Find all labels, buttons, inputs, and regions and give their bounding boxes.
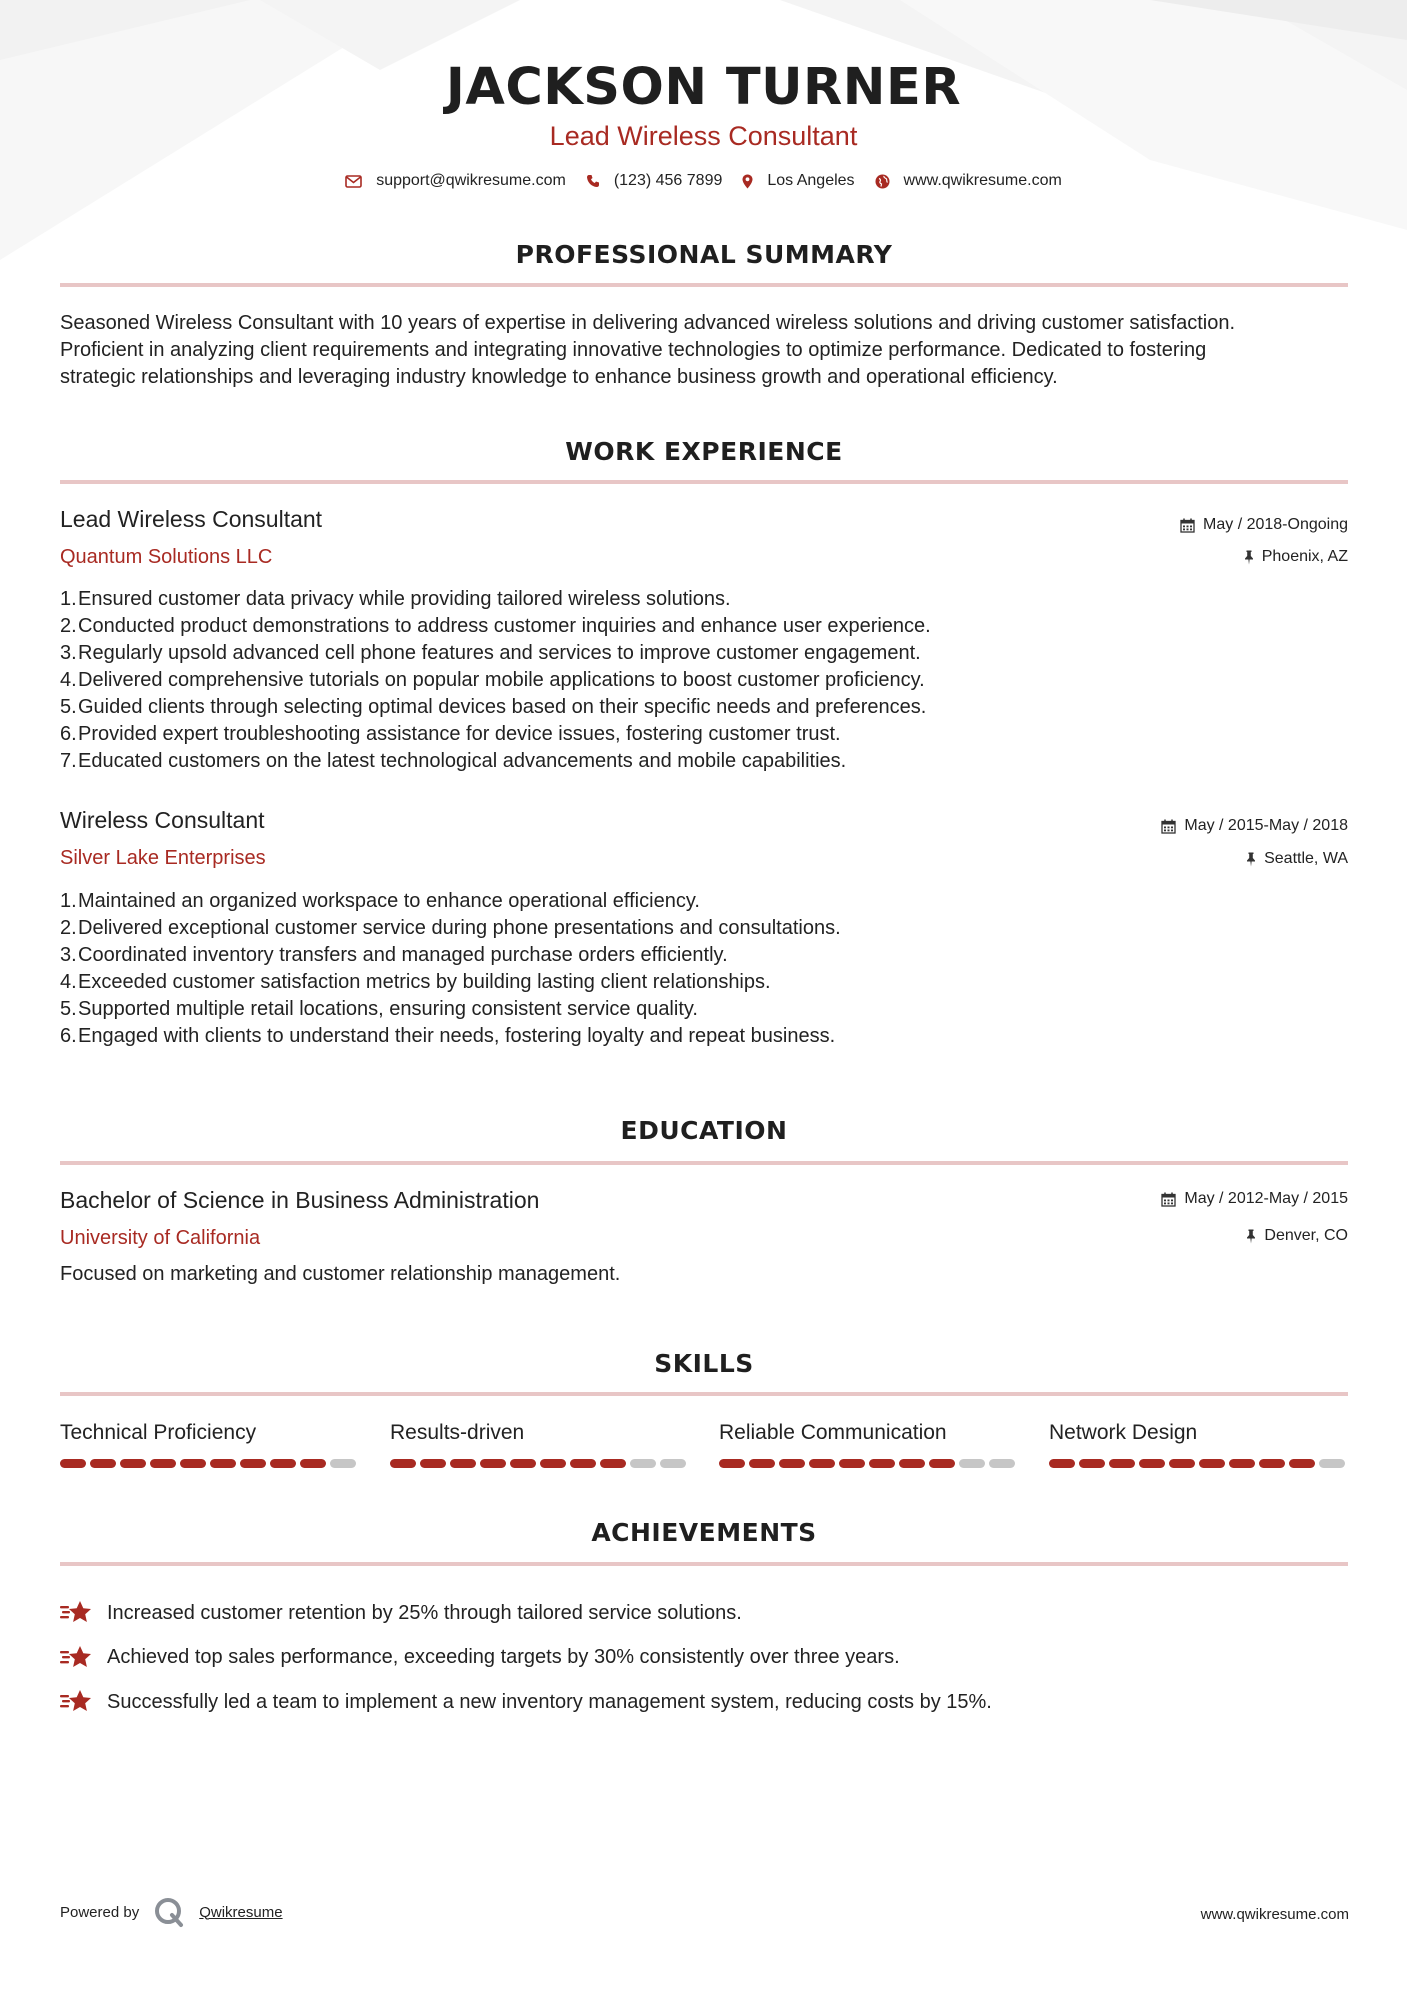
list-item: 7. Educated customers on the latest technological advancements and mobile capabilities. — [60, 748, 931, 775]
skill-name: Reliable Communication — [719, 1421, 947, 1444]
qwikresume-logo-icon — [153, 1896, 185, 1928]
achievement-text: Successfully led a team to implement a new inventory management system, reducing costs by 15%. — [107, 1690, 992, 1713]
list-item: 6. Engaged with clients to understand their needs, fostering loyalty and repeat business. — [60, 1023, 841, 1050]
phone-text: (123) 456 7899 — [613, 172, 723, 189]
skill-segment — [809, 1459, 835, 1468]
skill-segment — [600, 1459, 626, 1468]
map-pin-icon — [742, 174, 753, 189]
location-text: Phoenix, AZ — [1261, 548, 1348, 565]
calendar-icon — [1161, 819, 1176, 834]
bullet-text: Provided expert troubleshooting assistance for device issues, fostering customer trust. — [78, 723, 841, 745]
phone-icon — [586, 174, 600, 188]
skill-item — [719, 1421, 1019, 1445]
list-item: 2. Conducted product demonstrations to address customer inquiries and enhance user experience. — [60, 613, 931, 640]
calendar-icon — [1180, 518, 1195, 533]
skill-segment — [240, 1459, 266, 1468]
experience-date — [1161, 817, 1348, 835]
list-item: 5. Guided clients through selecting optimal devices based on their specific needs and preferences. — [60, 694, 931, 721]
contact-website[interactable] — [875, 172, 1062, 190]
skill-segment — [150, 1459, 176, 1468]
skill-segment — [1109, 1459, 1135, 1468]
skill-level-bar — [719, 1459, 1015, 1468]
bullet-text: Conducted product demonstrations to address customer inquiries and enhance user experience. — [78, 615, 931, 637]
list-item: 5. Supported multiple retail locations, ensuring consistent service quality. — [60, 996, 841, 1023]
list-item: 1. Maintained an organized workspace to enhance operational efficiency. — [60, 888, 841, 915]
skill-item — [1049, 1421, 1349, 1445]
skill-segment — [869, 1459, 895, 1468]
skill-segment — [1319, 1459, 1345, 1468]
brand-link[interactable]: Qwikresume — [199, 1903, 283, 1921]
skill-item — [60, 1421, 360, 1445]
education-date — [1161, 1190, 1348, 1208]
skill-name: Results-driven — [390, 1421, 525, 1444]
skill-segment — [779, 1459, 805, 1468]
summary-text — [60, 310, 1350, 391]
bullet-text: Supported multiple retail locations, ensuring consistent service quality. — [78, 998, 698, 1020]
footer-powered-by — [60, 1896, 283, 1928]
section-title-achievements: ACHIEVEMENTS — [591, 1518, 817, 1547]
achievements-list — [60, 1591, 1350, 1725]
experience-bullets — [60, 586, 931, 775]
skill-segment — [330, 1459, 356, 1468]
section-title-education: EDUCATION — [620, 1116, 788, 1145]
skill-segment — [1199, 1459, 1225, 1468]
bullet-text: Exceeded customer satisfaction metrics by building lasting client relationships. — [78, 971, 771, 993]
skill-level-bar — [1049, 1459, 1345, 1468]
skill-segment — [1229, 1459, 1255, 1468]
contact-email[interactable] — [345, 172, 566, 190]
list-item: 2. Delivered exceptional customer service during phone presentations and consultations. — [60, 915, 841, 942]
skill-segment — [1289, 1459, 1315, 1468]
achievement-text: Increased customer retention by 25% through tailored service solutions. — [107, 1601, 742, 1624]
section-divider — [60, 283, 1348, 287]
star-icon — [60, 1689, 93, 1715]
powered-by-label: Powered by — [60, 1903, 140, 1921]
location-text: Denver, CO — [1264, 1227, 1348, 1244]
education-degree: Bachelor of Science in Business Administration — [60, 1187, 540, 1213]
skill-segment — [390, 1459, 416, 1468]
experience-role: Lead Wireless Consultant — [60, 506, 323, 532]
skill-segment — [660, 1459, 686, 1468]
contact-bar — [0, 172, 1407, 190]
list-item — [60, 1680, 1350, 1725]
list-item: 6. Provided expert troubleshooting assistance for device issues, fostering customer trust. — [60, 721, 931, 748]
education-description: Focused on marketing and customer relationship management. — [60, 1263, 621, 1285]
list-item: 4. Exceeded customer satisfaction metrics by building lasting client relationships. — [60, 969, 841, 996]
skill-segment — [1079, 1459, 1105, 1468]
skill-segment — [959, 1459, 985, 1468]
list-item: 4. Delivered comprehensive tutorials on popular mobile applications to boost customer proficiency. — [60, 667, 931, 694]
skill-segment — [180, 1459, 206, 1468]
skill-name: Network Design — [1049, 1421, 1198, 1444]
summary-line: Seasoned Wireless Consultant with 10 years of expertise in delivering advanced wireless solutions and driving customer satisfaction. — [60, 312, 1236, 334]
experience-bullets — [60, 888, 841, 1050]
skill-segment — [120, 1459, 146, 1468]
skill-item — [390, 1421, 690, 1445]
list-item — [60, 1591, 1350, 1636]
bullet-text: Maintained an organized workspace to enhance operational efficiency. — [78, 890, 700, 912]
star-icon — [60, 1600, 93, 1626]
skill-segment — [450, 1459, 476, 1468]
bullet-text: Engaged with clients to understand their needs, fostering loyalty and repeat business. — [78, 1025, 836, 1047]
bullet-text: Ensured customer data privacy while providing tailored wireless solutions. — [78, 588, 731, 610]
calendar-icon — [1161, 1192, 1176, 1207]
website-text: www.qwikresume.com — [903, 172, 1062, 189]
date-text: May / 2012-May / 2015 — [1184, 1190, 1348, 1207]
skill-segment — [1259, 1459, 1285, 1468]
education-entry — [60, 1187, 1348, 1297]
summary-line: strategic relationships and leveraging industry knowledge to enhance business growth and operational efficiency. — [60, 366, 1058, 388]
candidate-title: Lead Wireless Consultant — [549, 121, 858, 151]
skill-segment — [719, 1459, 745, 1468]
bullet-text: Regularly upsold advanced cell phone features and services to improve customer engagement. — [78, 642, 921, 664]
section-title-skills: SKILLS — [654, 1349, 754, 1378]
section-title-experience: WORK EXPERIENCE — [565, 437, 843, 466]
section-divider — [60, 1392, 1348, 1396]
candidate-name: JACKSON TURNER — [445, 58, 962, 117]
bullet-text: Guided clients through selecting optimal devices based on their specific needs and preferences. — [78, 696, 927, 718]
location-text: Seattle, WA — [1264, 850, 1348, 867]
skill-segment — [929, 1459, 955, 1468]
bullet-text: Educated customers on the latest technological advancements and mobile capabilities. — [78, 750, 847, 772]
experience-entry — [60, 807, 1348, 1057]
skill-level-bar — [390, 1459, 686, 1468]
contact-location — [742, 172, 854, 190]
section-divider — [60, 1562, 1348, 1566]
skill-segment — [210, 1459, 236, 1468]
bullet-text: Delivered exceptional customer service during phone presentations and consultations. — [78, 917, 841, 939]
section-title-summary: PROFESSIONAL SUMMARY — [515, 240, 893, 269]
email-text: support@qwikresume.com — [376, 172, 566, 189]
pushpin-icon — [1244, 550, 1254, 565]
bullet-text: Delivered comprehensive tutorials on popular mobile applications to boost customer proficiency. — [78, 669, 925, 691]
skill-segment — [270, 1459, 296, 1468]
footer-website[interactable]: www.qwikresume.com — [1200, 1906, 1349, 1923]
section-divider — [60, 480, 1348, 484]
skill-segment — [570, 1459, 596, 1468]
skill-segment — [540, 1459, 566, 1468]
list-item: 3. Regularly upsold advanced cell phone features and services to improve customer engagement. — [60, 640, 931, 667]
experience-location — [1244, 548, 1348, 566]
experience-entry — [60, 506, 1348, 776]
pushpin-icon — [1246, 1229, 1256, 1244]
pushpin-icon — [1246, 852, 1256, 867]
location-text: Los Angeles — [767, 172, 855, 189]
skill-level-bar — [60, 1459, 356, 1468]
section-divider — [60, 1161, 1348, 1165]
summary-line: Proficient in analyzing client requirements and integrating innovative technologies to optimize performance. Dedicated to fostering — [60, 339, 1207, 361]
skill-segment — [480, 1459, 506, 1468]
skill-name: Technical Proficiency — [60, 1421, 257, 1444]
skill-segment — [1139, 1459, 1165, 1468]
experience-date — [1180, 516, 1348, 534]
skill-segment — [839, 1459, 865, 1468]
skills-list — [60, 1421, 1350, 1471]
date-text: May / 2018-Ongoing — [1203, 516, 1348, 533]
skill-segment — [1049, 1459, 1075, 1468]
skill-segment — [60, 1459, 86, 1468]
star-icon — [60, 1645, 93, 1671]
contact-phone[interactable] — [586, 172, 723, 190]
skill-segment — [989, 1459, 1015, 1468]
list-item: 3. Coordinated inventory transfers and managed purchase orders efficiently. — [60, 942, 841, 969]
experience-role: Wireless Consultant — [60, 807, 265, 833]
education-location — [1246, 1227, 1348, 1245]
envelope-icon — [345, 175, 362, 188]
skill-segment — [300, 1459, 326, 1468]
globe-icon — [875, 174, 890, 189]
skill-segment — [749, 1459, 775, 1468]
skill-segment — [90, 1459, 116, 1468]
experience-company: Silver Lake Enterprises — [60, 847, 266, 869]
skill-segment — [1169, 1459, 1195, 1468]
date-text: May / 2015-May / 2018 — [1184, 817, 1348, 834]
experience-location — [1246, 850, 1348, 868]
list-item — [60, 1636, 1350, 1681]
list-item: 1. Ensured customer data privacy while providing tailored wireless solutions. — [60, 586, 931, 613]
education-school: University of California — [60, 1227, 261, 1249]
bullet-text: Coordinated inventory transfers and managed purchase orders efficiently. — [78, 944, 728, 966]
achievement-text: Achieved top sales performance, exceeding targets by 30% consistently over three years. — [107, 1646, 900, 1669]
skill-segment — [899, 1459, 925, 1468]
skill-segment — [510, 1459, 536, 1468]
skill-segment — [630, 1459, 656, 1468]
skill-segment — [420, 1459, 446, 1468]
experience-company: Quantum Solutions LLC — [60, 546, 273, 568]
